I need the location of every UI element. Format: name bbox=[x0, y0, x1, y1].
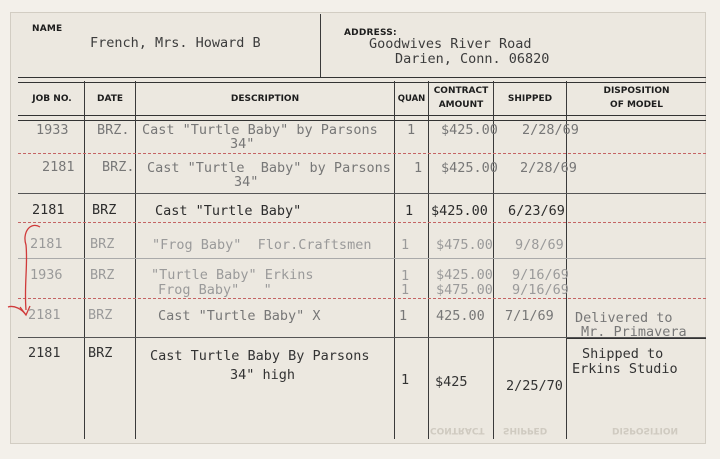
row4-shipped: 9/8/69 bbox=[515, 237, 564, 253]
header-top-rule bbox=[18, 77, 706, 83]
bleed-through-text: DISPOSITION bbox=[612, 425, 679, 435]
address-label: ADDRESS: bbox=[344, 28, 397, 38]
col-job-no: JOB NO. bbox=[32, 94, 72, 104]
row4-job: 2181 bbox=[30, 236, 63, 252]
row1-shipped: 2/28/69 bbox=[522, 122, 579, 138]
row5-desc: "Turtle Baby" Erkins bbox=[151, 267, 314, 283]
row4-quan: 1 bbox=[401, 237, 410, 253]
red-arrow-mark bbox=[0, 215, 50, 325]
col-quan: QUAN bbox=[397, 94, 426, 104]
row-rule bbox=[18, 258, 706, 259]
row7-disposition-1: Shipped to bbox=[582, 346, 664, 362]
col-disposition: DISPOSITION bbox=[603, 86, 670, 96]
address-line-1: Goodwives River Road bbox=[369, 36, 532, 52]
row-rule-red bbox=[18, 298, 706, 299]
name-label: NAME bbox=[32, 24, 63, 34]
col-shipped: SHIPPED bbox=[507, 94, 553, 104]
col-description: DESCRIPTION bbox=[230, 94, 300, 104]
row5-date: BRZ bbox=[90, 267, 115, 283]
row1-desc: Cast "Turtle Baby" by Parsons bbox=[142, 122, 378, 138]
header-bottom-rule bbox=[18, 115, 706, 121]
row3-amount: $425.00 bbox=[431, 203, 488, 219]
col-divider-3 bbox=[394, 81, 395, 439]
row-rule-red bbox=[18, 222, 706, 223]
row6-shipped: 7/1/69 bbox=[505, 308, 554, 324]
row2-quan: 1 bbox=[414, 160, 423, 176]
row6-disposition-2: Mr. Primavera bbox=[581, 324, 687, 340]
row1-amount: $425.00 bbox=[441, 122, 498, 138]
row2-shipped: 2/28/69 bbox=[520, 160, 577, 176]
row7-quan: 1 bbox=[401, 372, 410, 388]
row2-desc: Cast "Turtle Baby" by Parsons bbox=[147, 160, 391, 176]
row5-quan2: 1 bbox=[401, 282, 410, 298]
row1-desc2: 34" bbox=[230, 136, 255, 152]
row3-desc: Cast "Turtle Baby" bbox=[155, 203, 302, 219]
row4-date: BRZ bbox=[90, 236, 115, 252]
row-rule bbox=[18, 193, 706, 194]
name-value: French, Mrs. Howard B bbox=[90, 35, 261, 51]
col-contract: CONTRACT bbox=[433, 86, 489, 96]
row5-amount: $425.00 bbox=[436, 267, 493, 283]
col-divider-4 bbox=[428, 81, 429, 439]
row5-desc2: Frog Baby" " bbox=[158, 282, 272, 298]
row3-job: 2181 bbox=[32, 202, 65, 218]
row2-amount: $425.00 bbox=[441, 160, 498, 176]
row6-job: 2181 bbox=[28, 307, 61, 323]
bleed-through-text: SHIPPED bbox=[503, 425, 548, 435]
row7-desc: Cast Turtle Baby By Parsons bbox=[150, 348, 370, 364]
row7-desc2: 34" high bbox=[230, 367, 296, 383]
row6-date: BRZ bbox=[88, 307, 113, 323]
row6-amount: 425.00 bbox=[436, 308, 485, 324]
col-amount: AMOUNT bbox=[438, 100, 484, 110]
row-rule-red bbox=[18, 153, 706, 154]
row4-amount: $475.00 bbox=[436, 237, 493, 253]
row5-job: 1936 bbox=[30, 267, 63, 283]
row2-desc2: 34" bbox=[234, 174, 259, 190]
row4-desc: "Frog Baby" Flor.Craftsmen bbox=[152, 237, 372, 253]
row7-amount: $425 bbox=[435, 374, 468, 390]
row2-date: BRZ. bbox=[102, 159, 135, 175]
row7-job: 2181 bbox=[28, 345, 61, 361]
row1-quan: 1 bbox=[407, 122, 416, 138]
header-divider bbox=[320, 14, 321, 78]
col-date: DATE bbox=[96, 94, 124, 104]
col-divider-1 bbox=[84, 81, 85, 439]
row1-job: 1933 bbox=[36, 122, 69, 138]
col-of-model: OF MODEL bbox=[610, 100, 663, 110]
row3-shipped: 6/23/69 bbox=[508, 203, 565, 219]
row2-job: 2181 bbox=[42, 159, 75, 175]
row1-date: BRZ. bbox=[97, 122, 130, 138]
row6-disposition-1: Delivered to bbox=[575, 310, 673, 326]
row7-disposition-2: Erkins Studio bbox=[572, 361, 678, 377]
row6-quan: 1 bbox=[399, 308, 408, 324]
row5-amount2: $475.00 bbox=[436, 282, 493, 298]
row3-date: BRZ bbox=[92, 202, 117, 218]
row6-desc: Cast "Turtle Baby" X bbox=[158, 308, 321, 324]
row5-quan: 1 bbox=[401, 268, 410, 284]
row5-shipped2: 9/16/69 bbox=[512, 282, 569, 298]
row7-shipped: 2/25/70 bbox=[506, 378, 563, 394]
row7-date: BRZ bbox=[88, 345, 113, 361]
address-line-2: Darien, Conn. 06820 bbox=[395, 51, 550, 67]
col-divider-2 bbox=[135, 81, 136, 439]
row3-quan: 1 bbox=[405, 203, 414, 219]
bleed-through-text: CONTRACT bbox=[430, 425, 485, 435]
row5-shipped: 9/16/69 bbox=[512, 267, 569, 283]
